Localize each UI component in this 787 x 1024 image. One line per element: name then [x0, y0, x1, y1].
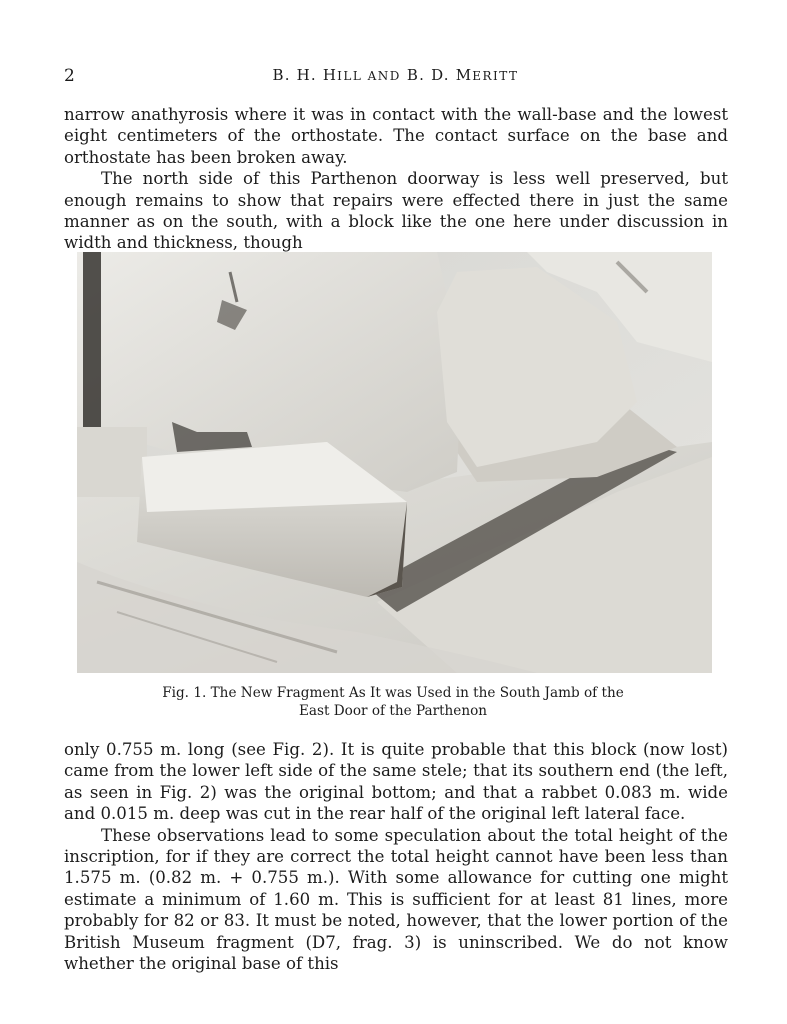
- page-number: 2: [64, 66, 75, 86]
- running-header: [64, 66, 727, 90]
- caption-line-1: Fig. 1. The New Fragment As It was Used in the South Jamb of the: [162, 685, 624, 701]
- running-head-authors: B. H. HILL AND B. D. MERITT: [272, 66, 519, 84]
- figure-photo: [77, 252, 712, 673]
- paragraph: narrow anathyrosis where it was in contact with the wall-base and the lowest eight centimeters of the orthostate. The contact surface on the base and orthostate has been broken away.: [64, 105, 728, 167]
- paragraph: These observations lead to some speculation about the total height of the inscription, for if they are correct the total height cannot have been less than 1.575 m. (0.82 m. + 0.755 m.). With some allowance for cutting one might estimate a minimum of 1.60 m. This is sufficient for at least 81 lines, more probably for 82 or 83. It must be noted, however, that the lower portion of the British Museum fragment (D7, frag. 3) is uninscribed. We do not know whether the original base of this: [64, 825, 728, 974]
- figure-caption: [140, 684, 646, 720]
- photo-stone-blocks: [77, 252, 712, 673]
- paragraph: The north side of this Parthenon doorway is less well preserved, but enough remains to show that repairs were effected there in just the same manner as on the south, with a block like the one here under discussion in width and thickness, though: [64, 169, 728, 253]
- body-text-top: [64, 104, 728, 254]
- paragraph: only 0.755 m. long (see Fig. 2). It is quite probable that this block (now lost) came from the lower left side of the same stele; that its southern end (the left, as seen in Fig. 2) was the original bottom; and that a rabbet 0.083 m. wide and 0.015 m. deep was cut in the rear half of the original left lateral face.: [64, 740, 728, 824]
- body-text-bottom: [64, 739, 728, 974]
- caption-line-2: East Door of the Parthenon: [298, 703, 488, 719]
